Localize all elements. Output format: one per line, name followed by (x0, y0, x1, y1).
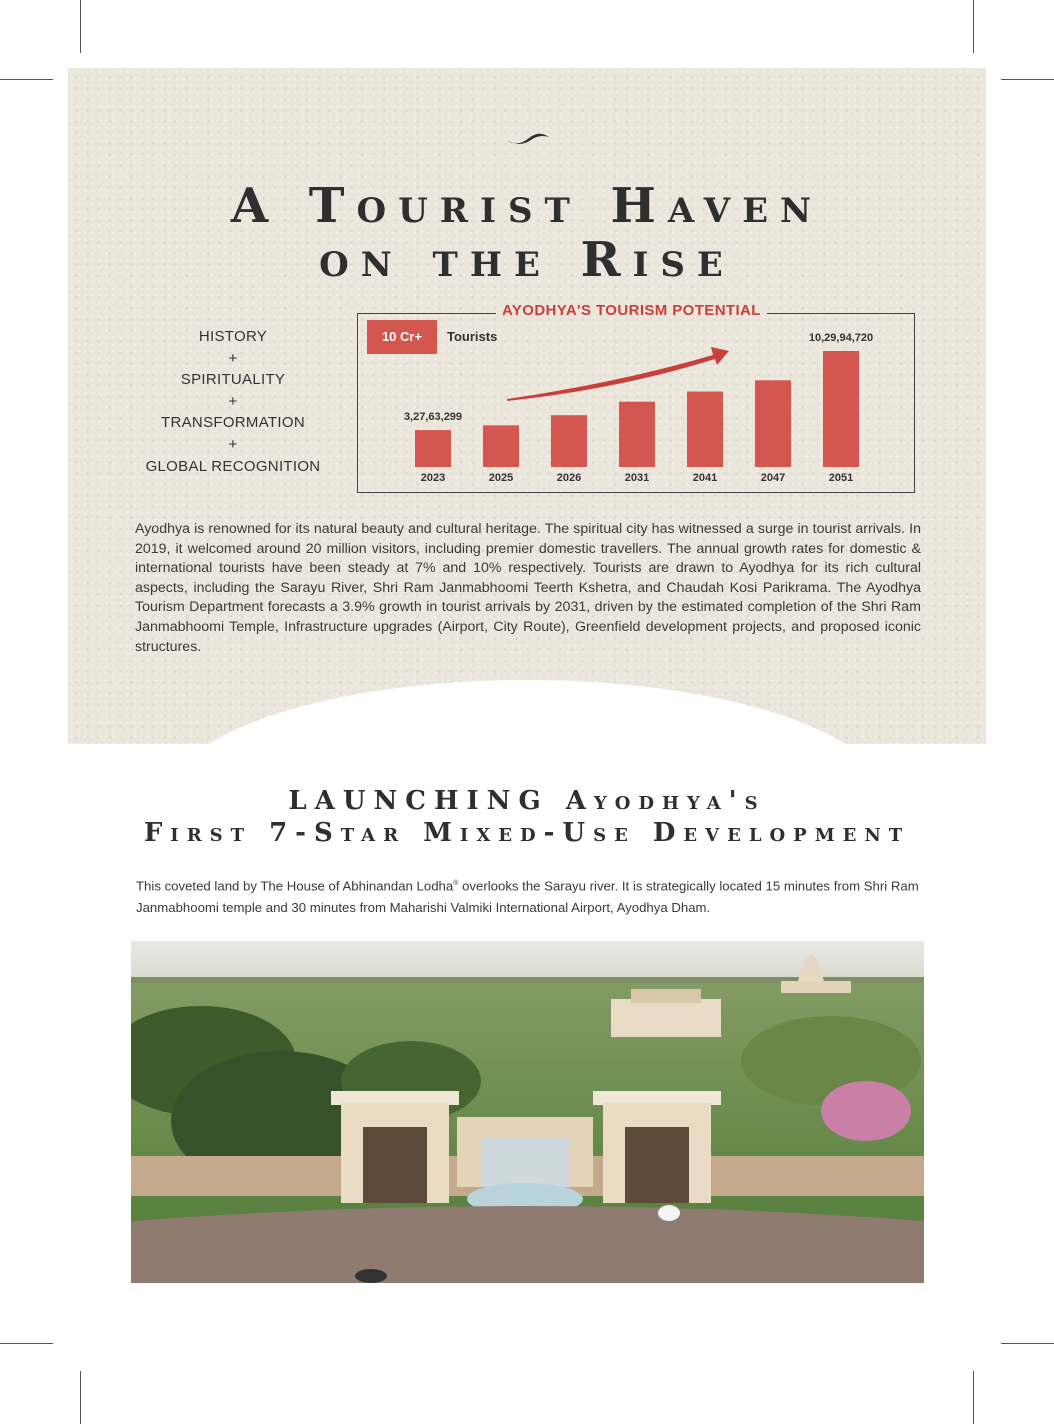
chart-title: AYODHYA'S TOURISM POTENTIAL (496, 302, 767, 319)
launch-heading-line2: First 7-Star Mixed-Use Development (143, 818, 911, 848)
tourism-description: Ayodhya is renowned for its natural beauty and cultural heritage. The spiritual city has witnessed a surge in tourist arrivals. In 2019, it welcomed around 20 million visitors, including premier domestic travellers. The annual growth rates for domestic & international tourists have been steady at 7% and 10% respectively. Tourists are drawn to Ayodhya for its rich cultural aspects, including the Sarayu River, Shri Ram Janmabhoomi Teerth Kshetra, and Chaudah Kosi Parikrama. The Ayodhya Tourism Department forecasts a 3.9% growth in tourist arrivals by 2031, driven by the estimated completion of the Shri Ram Janmabhoomi Temple, Infrastructure upgrades (Airport, City Route), Greenfield development projects, and proposed iconic structures. (135, 521, 921, 655)
tourism-bar-chart (357, 313, 915, 493)
bar-data-label: 3,27,63,299 (403, 411, 463, 424)
pillar-plus: + (228, 435, 238, 453)
project-description (136, 873, 926, 919)
pillars-list (133, 326, 333, 477)
bar-data-label: 10,29,94,720 (808, 331, 874, 344)
crop-mark (973, 1371, 974, 1424)
crop-mark (1001, 79, 1054, 80)
pillar-item: TRANSFORMATION (161, 414, 305, 432)
ornament-icon (505, 128, 551, 146)
x-tick-label: 2025 (488, 472, 514, 484)
crop-mark (0, 79, 53, 80)
bar-2026 (551, 415, 587, 467)
x-tick-label: 2031 (624, 472, 650, 484)
bar-2031 (619, 402, 655, 467)
page-title-line1: A Tourist Haven (230, 178, 824, 234)
x-tick-label: 2041 (692, 472, 718, 484)
x-tick-label: 2047 (760, 472, 786, 484)
panel-arc (167, 680, 887, 744)
pillar-item: SPIRITUALITY (180, 371, 286, 389)
page-title-line2: on the Rise (319, 232, 735, 288)
crop-mark (80, 1371, 81, 1424)
crop-mark (973, 0, 974, 53)
pillar-plus: + (228, 349, 238, 367)
x-tick-label: 2051 (828, 472, 854, 484)
project-description-part1: This coveted land by The House of Abhinandan Lodha (136, 878, 454, 894)
x-tick-label: 2026 (556, 472, 582, 484)
bar-2047 (755, 380, 791, 467)
launch-heading-line1: LAUNCHING Ayodhya's (288, 786, 766, 816)
project-description-part2: overlooks the Sarayu river. It is strategically located 15 minutes from Shri Ram Janmabhoomi temple and 30 minutes from Maharishi Valmiki International Airport, Ayodhya Dham. (136, 878, 919, 916)
pillar-item: HISTORY (198, 328, 268, 345)
crop-mark (80, 0, 81, 53)
crop-mark (1001, 1343, 1054, 1344)
bar-2025 (483, 425, 519, 467)
bar-2041 (687, 392, 723, 467)
tourists-badge: 10 Cr+ (367, 320, 437, 354)
bar-2051 (823, 351, 859, 467)
pillar-plus: + (228, 392, 238, 410)
crop-mark (0, 1343, 53, 1344)
bar-2023 (415, 430, 451, 467)
x-tick-label: 2023 (420, 472, 446, 484)
registered-mark: ® (453, 880, 459, 887)
development-aerial-render (131, 941, 924, 1283)
tourists-badge-label: Tourists (447, 329, 498, 344)
pillar-item: GLOBAL RECOGNITION (145, 457, 321, 475)
